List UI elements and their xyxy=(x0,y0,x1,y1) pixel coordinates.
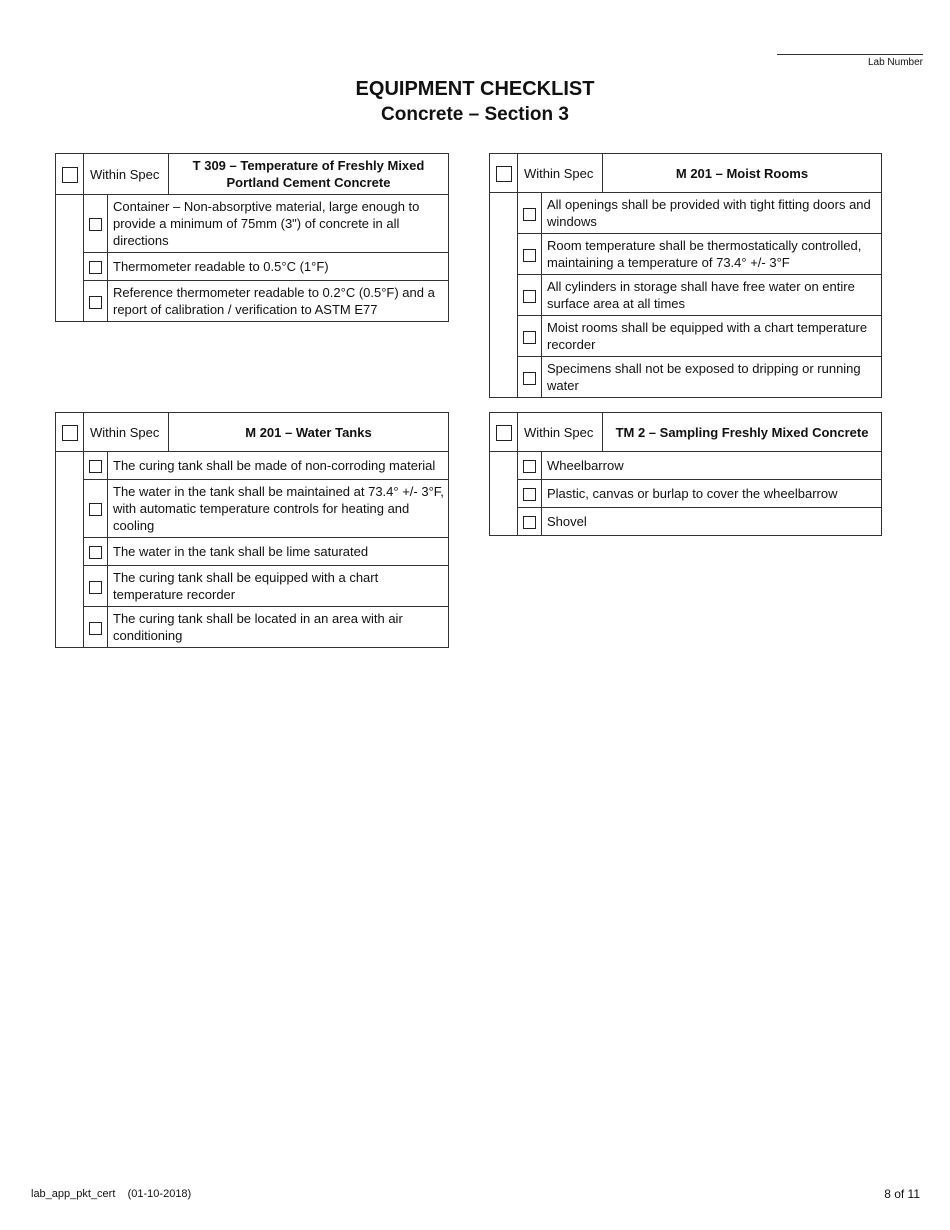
within-spec-label: Within Spec xyxy=(518,154,603,193)
checkbox-icon xyxy=(523,208,536,221)
page-subtitle: Concrete – Section 3 xyxy=(381,104,569,125)
section-tm2-sampling xyxy=(489,412,882,536)
within-spec-label: Within Spec xyxy=(84,413,169,452)
item-checkbox[interactable] xyxy=(84,281,108,322)
checkbox-icon xyxy=(89,460,102,473)
checkbox-icon xyxy=(89,546,102,559)
checkbox-icon xyxy=(89,261,102,274)
item-checkbox[interactable] xyxy=(518,508,542,536)
page-number: 8 of 11 xyxy=(884,1187,920,1201)
item-checkbox[interactable] xyxy=(518,357,542,398)
checkbox-icon xyxy=(523,249,536,262)
item-text: Container – Non-absorptive material, large enough to provide a minimum of 75mm (3") of concrete in all directions xyxy=(108,195,449,253)
item-checkbox[interactable] xyxy=(518,193,542,234)
item-checkbox[interactable] xyxy=(84,480,108,538)
item-text: All openings shall be provided with tight fitting doors and windows xyxy=(542,193,882,234)
checkbox-icon xyxy=(523,290,536,303)
section-checkbox[interactable] xyxy=(490,413,518,452)
checkbox-icon xyxy=(89,622,102,635)
page-header xyxy=(0,76,950,128)
item-text: Wheelbarrow xyxy=(542,452,882,480)
item-checkbox[interactable] xyxy=(518,452,542,480)
section-checkbox[interactable] xyxy=(56,413,84,452)
lab-number-field xyxy=(777,54,923,68)
checkbox-icon xyxy=(523,516,536,529)
section-checkbox[interactable] xyxy=(490,154,518,193)
item-checkbox[interactable] xyxy=(84,195,108,253)
item-text: Plastic, canvas or burlap to cover the wheelbarrow xyxy=(542,480,882,508)
form-id: lab_app_pkt_cert (01-10-2018) xyxy=(31,1188,192,1200)
item-checkbox[interactable] xyxy=(518,234,542,275)
item-text: Reference thermometer readable to 0.2°C (0.5°F) and a report of calibration / verification to ASTM E77 xyxy=(108,281,449,322)
section-m201-moist-rooms xyxy=(489,153,882,398)
within-spec-label: Within Spec xyxy=(518,413,603,452)
section-title: TM 2 – Sampling Freshly Mixed Concrete xyxy=(603,413,882,452)
item-text: Moist rooms shall be equipped with a chart temperature recorder xyxy=(542,316,882,357)
checkbox-icon xyxy=(496,425,512,441)
item-text: The water in the tank shall be maintained at 73.4° +/- 3°F, with automatic temperature controls for heating and cooling xyxy=(108,480,449,538)
section-checkbox[interactable] xyxy=(56,154,84,195)
gutter-cell xyxy=(490,452,518,536)
gutter-cell xyxy=(490,193,518,398)
checkbox-icon xyxy=(89,218,102,231)
section-title: M 201 – Water Tanks xyxy=(169,413,449,452)
item-checkbox[interactable] xyxy=(84,607,108,648)
item-checkbox[interactable] xyxy=(84,538,108,566)
item-text: The water in the tank shall be lime saturated xyxy=(108,538,449,566)
item-text: Thermometer readable to 0.5°C (1°F) xyxy=(108,253,449,281)
checkbox-icon xyxy=(62,167,78,183)
section-t309 xyxy=(55,153,449,322)
item-checkbox[interactable] xyxy=(84,253,108,281)
checkbox-icon xyxy=(523,372,536,385)
checkbox-icon xyxy=(523,460,536,473)
section-title: M 201 – Moist Rooms xyxy=(603,154,882,193)
section-title: T 309 – Temperature of Freshly Mixed Portland Cement Concrete xyxy=(169,154,449,195)
item-text: The curing tank shall be located in an area with air conditioning xyxy=(108,607,449,648)
checkbox-icon xyxy=(62,425,78,441)
item-text: Specimens shall not be exposed to dripping or running water xyxy=(542,357,882,398)
item-checkbox[interactable] xyxy=(84,566,108,607)
checkbox-icon xyxy=(523,488,536,501)
item-text: All cylinders in storage shall have free water on entire surface area at all times xyxy=(542,275,882,316)
item-checkbox[interactable] xyxy=(518,316,542,357)
checkbox-icon xyxy=(89,581,102,594)
section-m201-water-tanks xyxy=(55,412,449,648)
item-text: Room temperature shall be thermostatically controlled, maintaining a temperature of 73.4° +/- 3°F xyxy=(542,234,882,275)
gutter-cell xyxy=(56,452,84,648)
gutter-cell xyxy=(56,195,84,322)
checkbox-icon xyxy=(89,296,102,309)
checkbox-icon xyxy=(496,166,512,182)
item-checkbox[interactable] xyxy=(518,275,542,316)
lab-number-label: Lab Number xyxy=(867,57,923,68)
within-spec-label: Within Spec xyxy=(84,154,169,195)
checkbox-icon xyxy=(523,331,536,344)
item-checkbox[interactable] xyxy=(84,452,108,480)
item-text: Shovel xyxy=(542,508,882,536)
item-text: The curing tank shall be made of non-corroding material xyxy=(108,452,449,480)
item-text: The curing tank shall be equipped with a chart temperature recorder xyxy=(108,566,449,607)
item-checkbox[interactable] xyxy=(518,480,542,508)
checkbox-icon xyxy=(89,503,102,516)
page-title: EQUIPMENT CHECKLIST xyxy=(355,78,595,100)
